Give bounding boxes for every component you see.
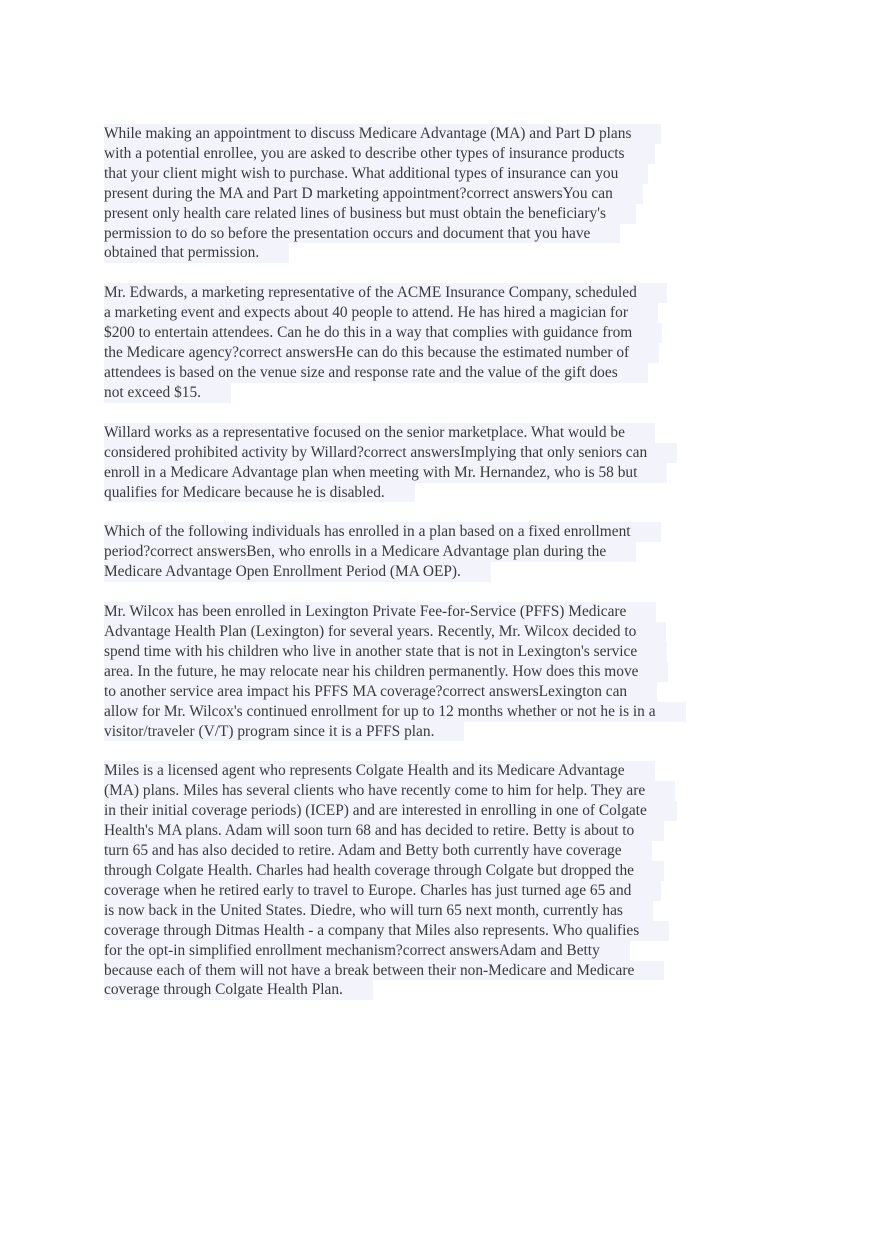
text-line: Health's MA plans. Adam will soon turn 68 and has decided to retire. Betty is about to [104,821,664,841]
text-line: in their initial coverage periods) (ICEP) and are interested in enrolling in one of Colgate [104,801,677,821]
text-line: qualifies for Medicare because he is disabled. [104,483,415,503]
qa-paragraph [104,283,744,402]
text-line: period?correct answersBen, who enrolls in a Medicare Advantage plan during the [104,542,636,562]
text-line: visitor/traveler (V/T) program since it is a PFFS plan. [104,722,464,742]
text-line: present only health care related lines of business but must obtain the beneficiary's [104,204,636,224]
text-line: the Medicare agency?correct answersHe can do this because the estimated number of [104,343,659,363]
text-line: to another service area impact his PFFS MA coverage?correct answersLexington can [104,682,657,702]
text-line: Miles is a licensed agent who represents Colgate Health and its Medicare Advantage [104,761,655,781]
text-line: obtained that permission. [104,243,289,263]
text-line: is now back in the United States. Diedre, who will turn 65 next month, currently has [104,901,653,921]
text-line: a marketing event and expects about 40 people to attend. He has hired a magician for [104,303,658,323]
text-line: Mr. Wilcox has been enrolled in Lexington Private Fee-for-Service (PFFS) Medicare [104,602,656,622]
text-line: considered prohibited activity by Willard?correct answersImplying that only seniors can [104,443,677,463]
text-line: permission to do so before the presentation occurs and document that you have [104,224,620,244]
text-line: $200 to entertain attendees. Can he do this in a way that complies with guidance from [104,323,662,343]
text-line: attendees is based on the venue size and response rate and the value of the gift does [104,363,648,383]
text-line: coverage through Colgate Health Plan. [104,980,373,1000]
text-line: coverage through Ditmas Health - a company that Miles also represents. Who qualifies [104,921,669,941]
text-line: not exceed $15. [104,383,231,403]
text-line: coverage when he retired early to travel to Europe. Charles has just turned age 65 and [104,881,661,901]
qa-paragraph [104,522,744,582]
text-line: for the opt-in simplified enrollment mechanism?correct answersAdam and Betty [104,941,630,961]
text-line: Mr. Edwards, a marketing representative of the ACME Insurance Company, scheduled [104,283,667,303]
qa-paragraph [104,761,744,1000]
text-line: enroll in a Medicare Advantage plan when meeting with Mr. Hernandez, who is 58 but [104,463,667,483]
text-line: because each of them will not have a break between their non-Medicare and Medicare [104,961,664,981]
qa-paragraph [104,602,744,741]
text-line: through Colgate Health. Charles had health coverage through Colgate but dropped the [104,861,664,881]
text-line: turn 65 and has also decided to retire. Adam and Betty both currently have coverage [104,841,652,861]
text-line: present during the MA and Part D marketing appointment?correct answersYou can [104,184,643,204]
text-line: allow for Mr. Wilcox's continued enrollment for up to 12 months whether or not he is in a [104,702,686,722]
document-body [104,124,744,1020]
text-line: with a potential enrollee, you are asked to describe other types of insurance products [104,144,655,164]
text-line: spend time with his children who live in another state that is not in Lexington's service [104,642,667,662]
text-line: (MA) plans. Miles has several clients who have recently come to him for help. They are [104,781,675,801]
text-line: Willard works as a representative focused on the senior marketplace. What would be [104,423,655,443]
text-line: that your client might wish to purchase. What additional types of insurance can you [104,164,648,184]
qa-paragraph [104,124,744,263]
qa-paragraph [104,423,744,503]
text-line: Which of the following individuals has enrolled in a plan based on a fixed enrollment [104,522,661,542]
text-line: Medicare Advantage Open Enrollment Period (MA OEP). [104,562,491,582]
text-line: While making an appointment to discuss Medicare Advantage (MA) and Part D plans [104,124,661,144]
text-line: Advantage Health Plan (Lexington) for several years. Recently, Mr. Wilcox decided to [104,622,666,642]
text-line: area. In the future, he may relocate near his children permanently. How does this move [104,662,668,682]
